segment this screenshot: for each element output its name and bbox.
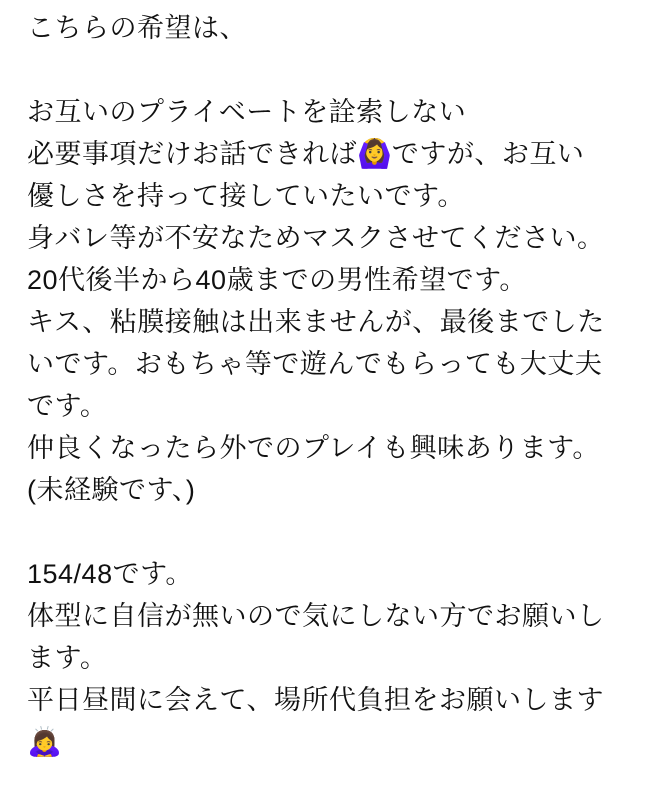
text-line: です。 <box>27 391 108 421</box>
text-line: 体型に自信が無いので気にしない方でお願いし <box>27 601 605 631</box>
text-line: 平日昼間に会えて、場所代負担をお願いします <box>27 685 604 715</box>
text-line: (未経験です、) <box>27 475 196 505</box>
woman-bowing-emoji: 🙇‍♀️ <box>27 726 62 757</box>
text-line <box>27 49 632 91</box>
woman-gesturing-ok-emoji: 🙆‍♀️ <box>357 138 392 169</box>
text-line: お互いのプライベートを詮索しない <box>27 97 467 127</box>
text-line <box>27 721 632 763</box>
text-line <box>27 511 632 553</box>
text-line: ます。 <box>27 643 108 673</box>
text-line: 154/48です。 <box>27 559 193 589</box>
text-line: 仲良くなったら外でのプレイも興味あります。 <box>27 433 600 463</box>
text-line: 優しさを持って接していたいです。 <box>27 181 465 211</box>
text-line: 必要事項だけお話できれば🙆‍♀️ですが、お互い <box>27 138 585 169</box>
text-line: キス、粘膜接触は出来ませんが、最後までした <box>27 307 605 337</box>
text-line: いです。おもちゃ等で遊んでもらっても大丈夫 <box>27 349 603 379</box>
text-line: こちらの希望は、 <box>27 13 247 43</box>
text-line: 身バレ等が不安なためマスクさせてください。 <box>27 223 605 253</box>
text-line: 20代後半から40歳までの男性希望です。 <box>27 265 527 295</box>
